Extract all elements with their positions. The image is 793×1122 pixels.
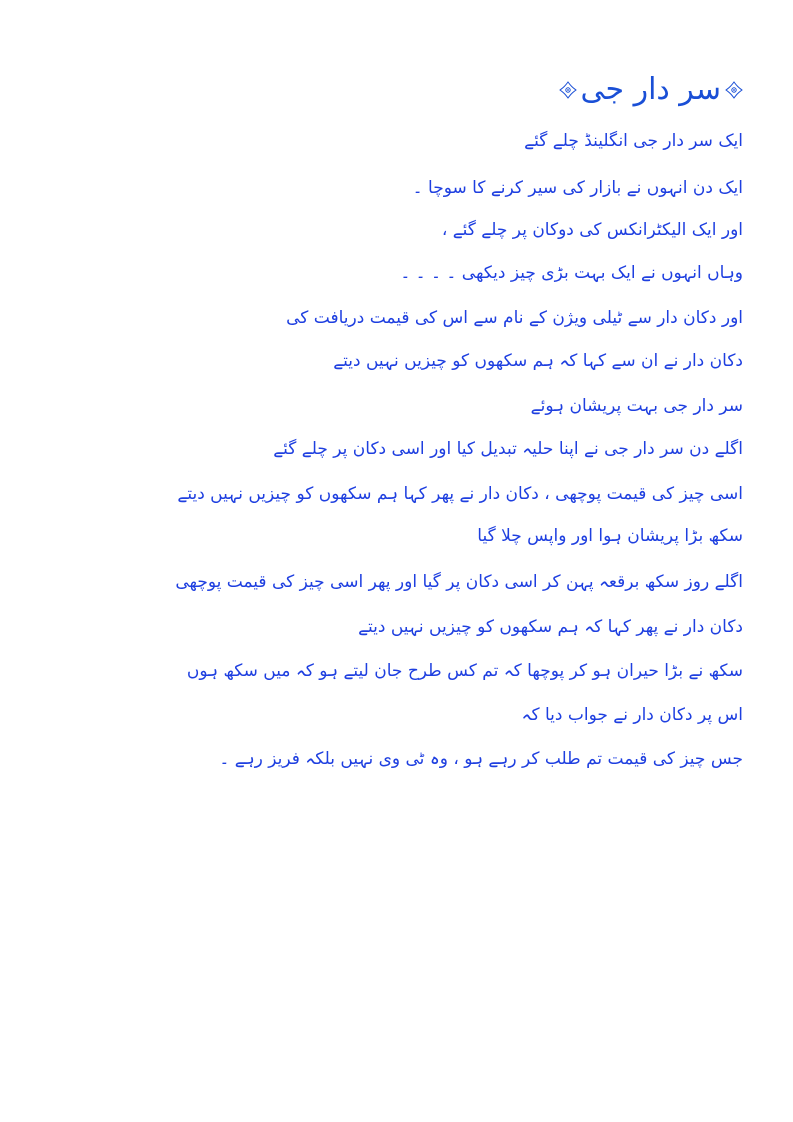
story-line: دکان دار نے پھر کہا کہ ہم سکھوں کو چیزیں نہیں دیتے xyxy=(358,617,743,637)
floral-ornament-icon xyxy=(725,81,743,99)
page-title: سر دار جی xyxy=(580,72,721,107)
story-line: ایک سر دار جی انگلینڈ چلے گئے xyxy=(524,131,743,151)
story-line: اور دکان دار سے ٹیلی ویژن کے نام سے اس کی قیمت دریافت کی xyxy=(286,308,743,328)
story-line: وہاں انہوں نے ایک بہت بڑی چیز دیکھی ۔ ۔ ۔ ۔ xyxy=(400,263,743,283)
story-line: اسی چیز کی قیمت پوچھی ، دکان دار نے پھر کہا ہم سکھوں کو چیزیں نہیں دیتے xyxy=(177,484,743,504)
story-line: سر دار جی بہت پریشان ہوئے xyxy=(530,396,743,416)
story-line: اگلے دن سر دار جی نے اپنا حلیہ تبدیل کیا اور اسی دکان پر چلے گئے xyxy=(273,439,743,459)
story-line: اور ایک الیکٹرانکس کی دوکان پر چلے گئے ، xyxy=(441,220,743,240)
story-line: ایک دن انہوں نے بازار کی سیر کرنے کا سوچا ۔ xyxy=(412,178,743,198)
story-line: جس چیز کی قیمت تم طلب کر رہے ہو ، وہ ٹی وی نہیں بلکہ فریز رہے ۔ xyxy=(219,749,743,769)
story-line: دکان دار نے ان سے کہا کہ ہم سکھوں کو چیزیں نہیں دیتے xyxy=(333,351,743,371)
title-row xyxy=(559,66,744,114)
story-line: اگلے روز سکھ برقعہ پہن کر اسی دکان پر گیا اور پھر اسی چیز کی قیمت پوچھی xyxy=(175,572,743,592)
story-line: سکھ نے بڑا حیران ہو کر پوچھا کہ تم کس طرح جان لیتے ہو کہ میں سکھ ہوں xyxy=(186,661,743,681)
story-line: اس پر دکان دار نے جواب دیا کہ xyxy=(521,705,743,725)
floral-ornament-icon xyxy=(559,81,577,99)
story-line: سکھ بڑا پریشان ہوا اور واپس چلا گیا xyxy=(477,526,743,546)
